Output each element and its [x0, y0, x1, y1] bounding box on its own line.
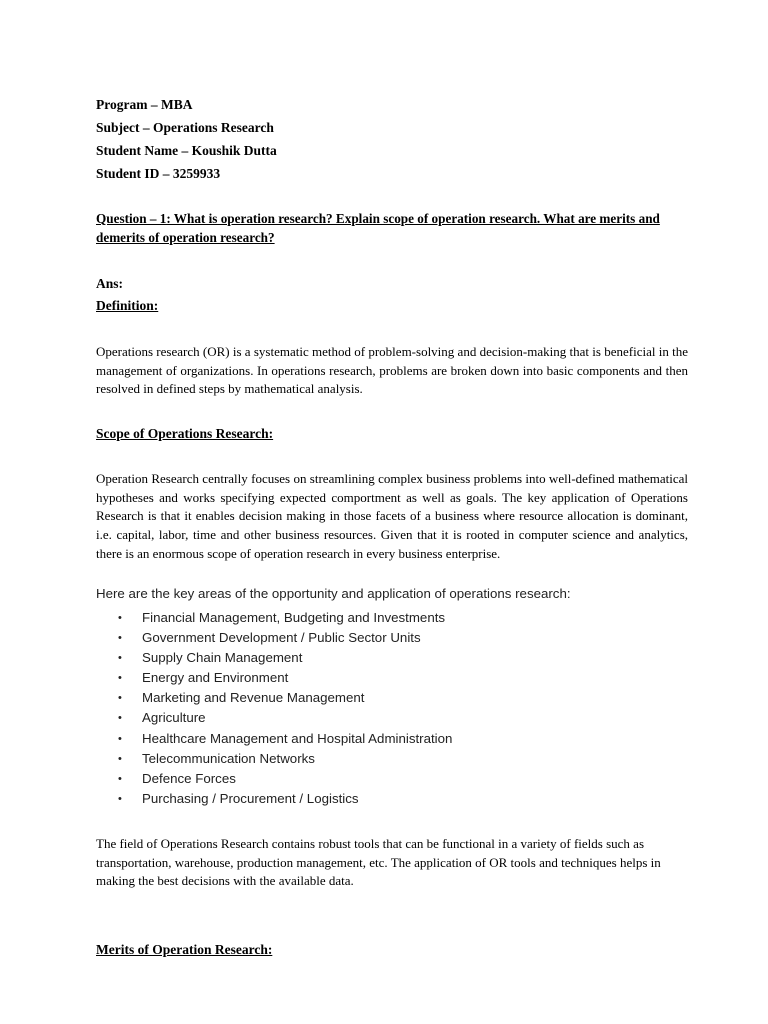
- bullet-icon: •: [118, 752, 122, 765]
- list-item-text: Financial Management, Budgeting and Investments: [142, 610, 446, 625]
- list-item: [116, 648, 676, 668]
- scope-heading: Scope of Operations Research:: [96, 426, 274, 441]
- list-item-text: Healthcare Management and Hospital Administration: [142, 730, 453, 746]
- list-item-text: Purchasing / Procurement / Logistics: [142, 790, 359, 806]
- question-line-2: demerits of operation research?: [96, 230, 275, 245]
- bullet-icon: •: [118, 732, 122, 745]
- bullet-icon: •: [118, 792, 122, 805]
- student-id-line: Student ID – 3259933: [96, 166, 221, 181]
- list-item-text: Energy and Environment: [142, 670, 289, 686]
- merits-heading: Merits of Operation Research:: [96, 942, 273, 957]
- list-item: [116, 769, 676, 789]
- areas-intro: Here are the key areas of the opportunity and application of operations research:: [96, 586, 571, 601]
- list-item-text: Defence Forces: [142, 770, 236, 786]
- student-name-line: Student Name – Koushik Dutta: [96, 143, 277, 158]
- bullet-icon: •: [118, 612, 122, 624]
- list-item: [116, 688, 676, 708]
- areas-list: [116, 608, 676, 809]
- list-item: [116, 628, 676, 648]
- list-item: [116, 729, 676, 749]
- list-item: [116, 708, 676, 728]
- question-line-1: Question – 1: What is operation research? Explain scope of operation research. What are merits and: [96, 211, 660, 226]
- list-item-text: Telecommunication Networks: [142, 750, 315, 766]
- list-item-text: Marketing and Revenue Management: [142, 690, 365, 706]
- subject-line: Subject – Operations Research: [96, 120, 274, 135]
- scope-paragraph: Operation Research centrally focuses on streamlining complex business problems into well-defined mathematical hypotheses and works specifying expected comportment as well as goals. The key application of Operations Research is that it enables decision making in those facets of a business where resource allocation is dominant, i.e. capital, labor, time and other business resources. Given that it is rooted in computer science and analytics, there is an enormous scope of operation research in every business enterprise.: [96, 471, 688, 561]
- definition-heading: Definition:: [96, 298, 159, 313]
- program-line: Program – MBA: [96, 97, 193, 112]
- bullet-icon: •: [118, 712, 122, 725]
- bullet-icon: •: [118, 652, 122, 665]
- bullet-icon: •: [118, 632, 122, 645]
- bullet-icon: •: [118, 772, 122, 785]
- list-item: [116, 668, 676, 688]
- list-item-text: Government Development / Public Sector Units: [142, 630, 421, 646]
- list-item-text: Supply Chain Management: [142, 650, 303, 666]
- list-item: [116, 608, 676, 628]
- list-item-text: Agriculture: [142, 710, 206, 726]
- bullet-icon: •: [118, 692, 122, 705]
- definition-paragraph: Operations research (OR) is a systematic method of problem-solving and decision-making that is beneficial in the management of organizations. In operations research, problems are broken down into basic components and then resolved in defined steps by mathematical analysis.: [96, 344, 688, 397]
- field-paragraph: The field of Operations Research contains robust tools that can be functional in a variety of fields such as transportation, warehouse, production management, etc. The application of OR tools and techniques helps in making the best decisions with the available data.: [96, 836, 661, 889]
- list-item: [116, 789, 676, 809]
- bullet-icon: •: [118, 672, 122, 685]
- list-item: [116, 749, 676, 769]
- ans-label: Ans:: [96, 276, 124, 291]
